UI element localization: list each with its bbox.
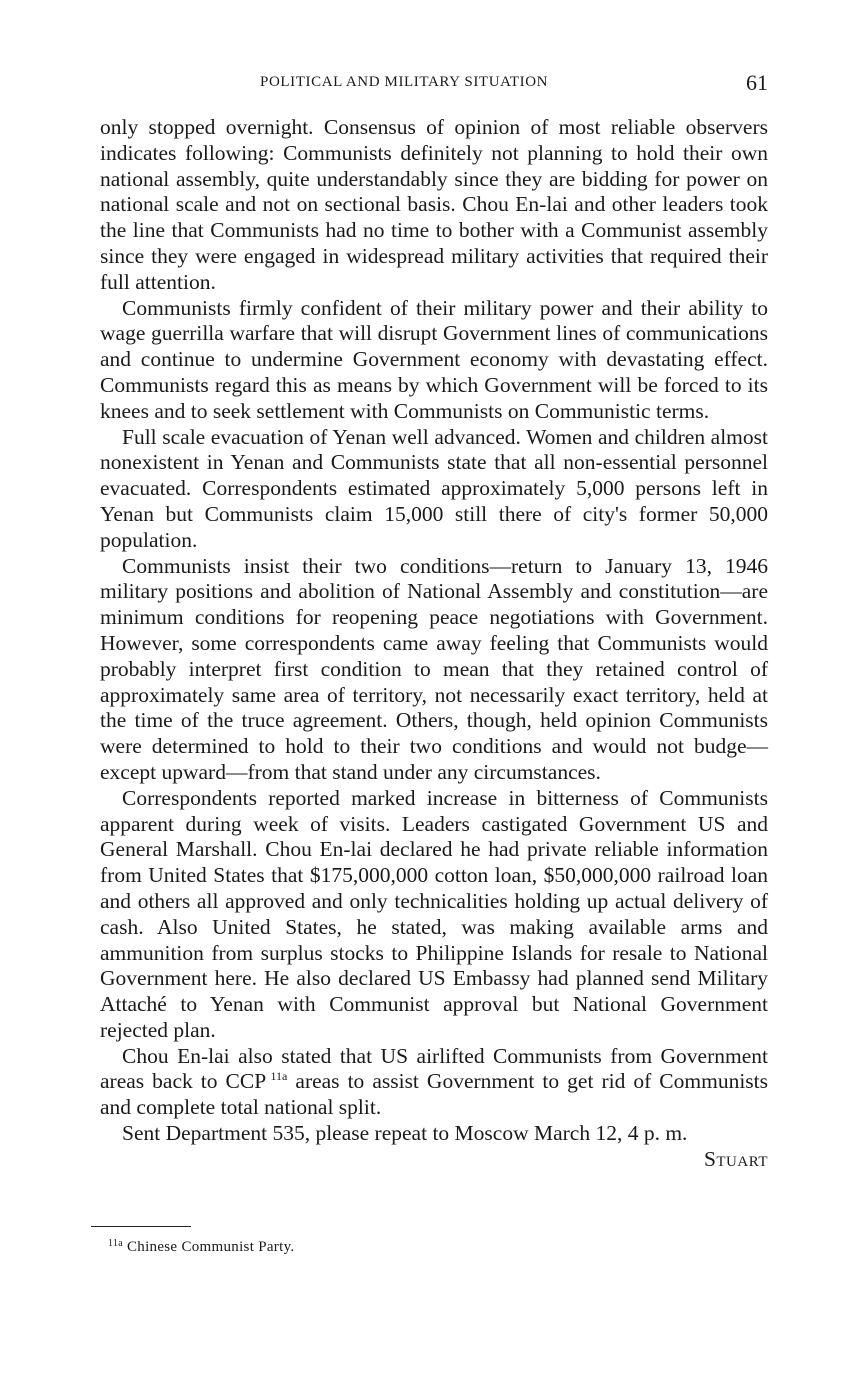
- running-head-title: POLITICAL AND MILITARY SITUATION: [260, 74, 549, 90]
- paragraph-5: Correspondents reported marked increase in bitterness of Communists apparent during week of visits. Leaders castigated Government US and General Marshall. Chou En-lai declared he had private reliable information from United States that $175,000,000 cotton loan, $50,000,000 railroad loan and others all approved and only technicalities holding up actual delivery of cash. Also United States, he stated, was making available arms and ammunition from surplus stocks to Philippine Islands for resale to National Government here. He also declared US Embassy had planned send Military Attaché to Yenan with Communist approval but National Government rejected plan.: [100, 785, 768, 1042]
- paragraph-6: [100, 1044, 768, 1121]
- footnote-divider: [91, 1226, 191, 1227]
- footnote: [108, 1238, 294, 1256]
- paragraph-6-text-start: Chou En-lai also stated that US airlifted Communists from Government areas back to CCP: [100, 1043, 768, 1094]
- paragraph-1: only stopped overnight. Consensus of opinion of most reliable observers indicates following: Communists definitely not planning to hold their own national assembly, quite understandably since they are bidding for power on national scale and not on sectional basis. Chou En-lai and other leaders took the line that Communists had no time to bother with a Communist assembly since they were engaged in widespread military activities that required their full attention.: [100, 115, 768, 294]
- paragraph-7: Sent Department 535, please repeat to Moscow March 12, 4 p. m.: [122, 1121, 688, 1146]
- paragraph-6-text-end: areas to assist Government to get rid of Communists and complete total national split.: [100, 1069, 768, 1120]
- page-number: 61: [746, 70, 768, 95]
- footnote-mark: 11a: [108, 1238, 123, 1249]
- paragraph-3: Full scale evacuation of Yenan well advanced. Women and children almost nonexistent in Yenan and Communists state that all non-essential personnel evacuated. Correspondents estimated approximately 5,000 persons left in Yenan but Communists claim 15,000 still there of city's former 50,000 population.: [100, 424, 768, 552]
- paragraph-4: Communists insist their two conditions—return to January 13, 1946 military positions and abolition of National Assembly and constitution—are minimum conditions for reopening peace negotiations with Government. However, some correspondents came away feeling that Communists would probably interpret first condition to mean that they retained control of approximately same area of territory, not necessarily exact territory, held at the time of the truce agreement. Others, though, held opinion Communists were determined to hold to their two conditions and would not budge—except upward—from that stand under any circumstances.: [100, 553, 768, 784]
- running-head: [100, 70, 768, 98]
- paragraph-2: Communists firmly confident of their military power and their ability to wage guerrilla warfare that will disrupt Government lines of communications and continue to undermine Government economy with devastating effect. Communists regard this as means by which Government will be forced to its knees and to seek settlement with Communists on Communistic terms.: [100, 295, 768, 423]
- footnote-reference: 11a: [270, 1069, 288, 1084]
- signature: Stuart: [703, 1146, 768, 1171]
- footnote-text: Chinese Communist Party.: [126, 1239, 295, 1255]
- body-text: [100, 115, 768, 1173]
